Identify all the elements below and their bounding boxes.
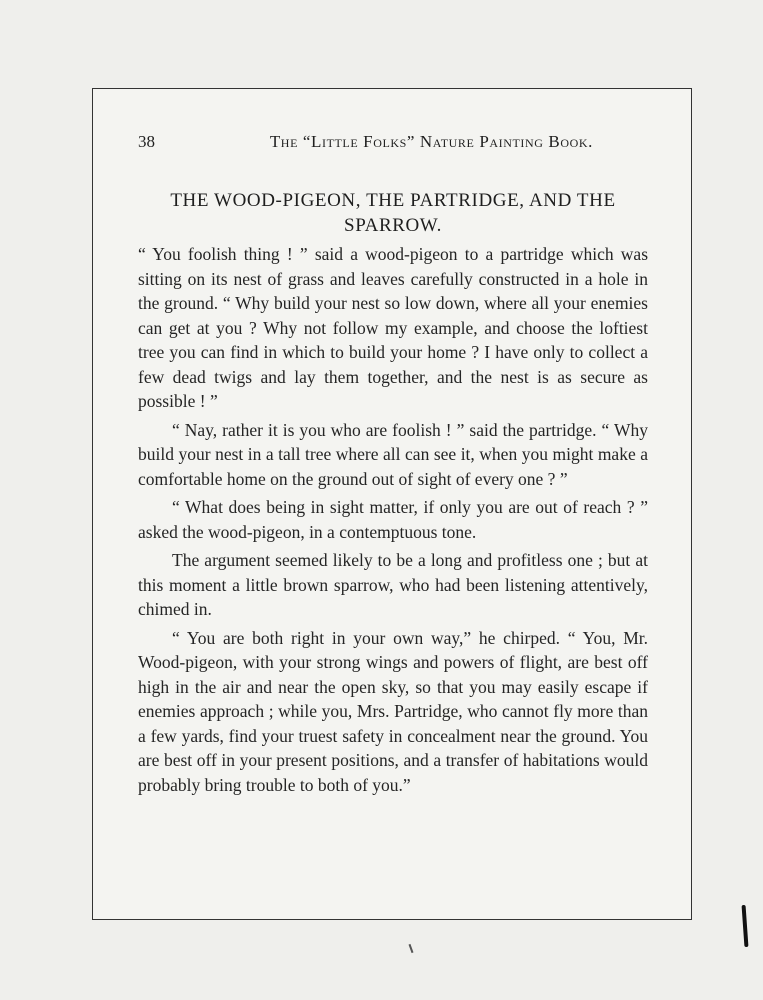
paragraph: “ You foolish thing ! ” said a wood-pigeon to a partridge which was sitting on its nest of grass and leaves carefully constructed in a hole in the ground. “ Why build your nest so low down, where all your enemies can get at you ? Why not follow my example, and choose the loftiest tree you can find in which to build your home ? I have only to collect a few dead twigs and lay them together, and the nest is as secure as possible ! ” <box>138 244 648 411</box>
paragraph: The argument seemed likely to be a long and profitless one ; but at this moment a little brown sparrow, who had been listening attentively, chimed in. <box>138 550 648 619</box>
page-number: 38 <box>138 132 155 151</box>
chapter-title: THE WOOD-PIGEON, THE PARTRIDGE, AND THE SPARROW. <box>170 190 616 236</box>
margin-ink-mark <box>742 905 749 947</box>
running-title: The “Little Folks” Nature Painting Book. <box>269 132 593 151</box>
paragraph: “ What does being in sight matter, if only you are out of reach ? ” asked the wood-pigeon, in a contemptuous tone. <box>138 497 648 542</box>
bottom-ink-tick <box>409 944 414 953</box>
running-head <box>138 132 593 152</box>
story-body <box>138 242 648 797</box>
paragraph: “ Nay, rather it is you who are foolish ! ” said the partridge. “ Why build your nest in a tall tree where all can see it, when you might make a comfortable home on the ground out of sight of every one ? ” <box>138 419 648 489</box>
paragraph: “ You are both right in your own way,” he chirped. “ You, Mr. Wood-pigeon, with your strong wings and powers of flight, are best off high in the air and near the open sky, so that you may easily escape if enemies approach ; while you, Mrs. Partridge, who cannot fly more than a few yards, find your truest safety in concealment near the ground. You are best off in your present positions, and a transfer of habitations would probably bring trouble to both of you.” <box>138 627 648 795</box>
